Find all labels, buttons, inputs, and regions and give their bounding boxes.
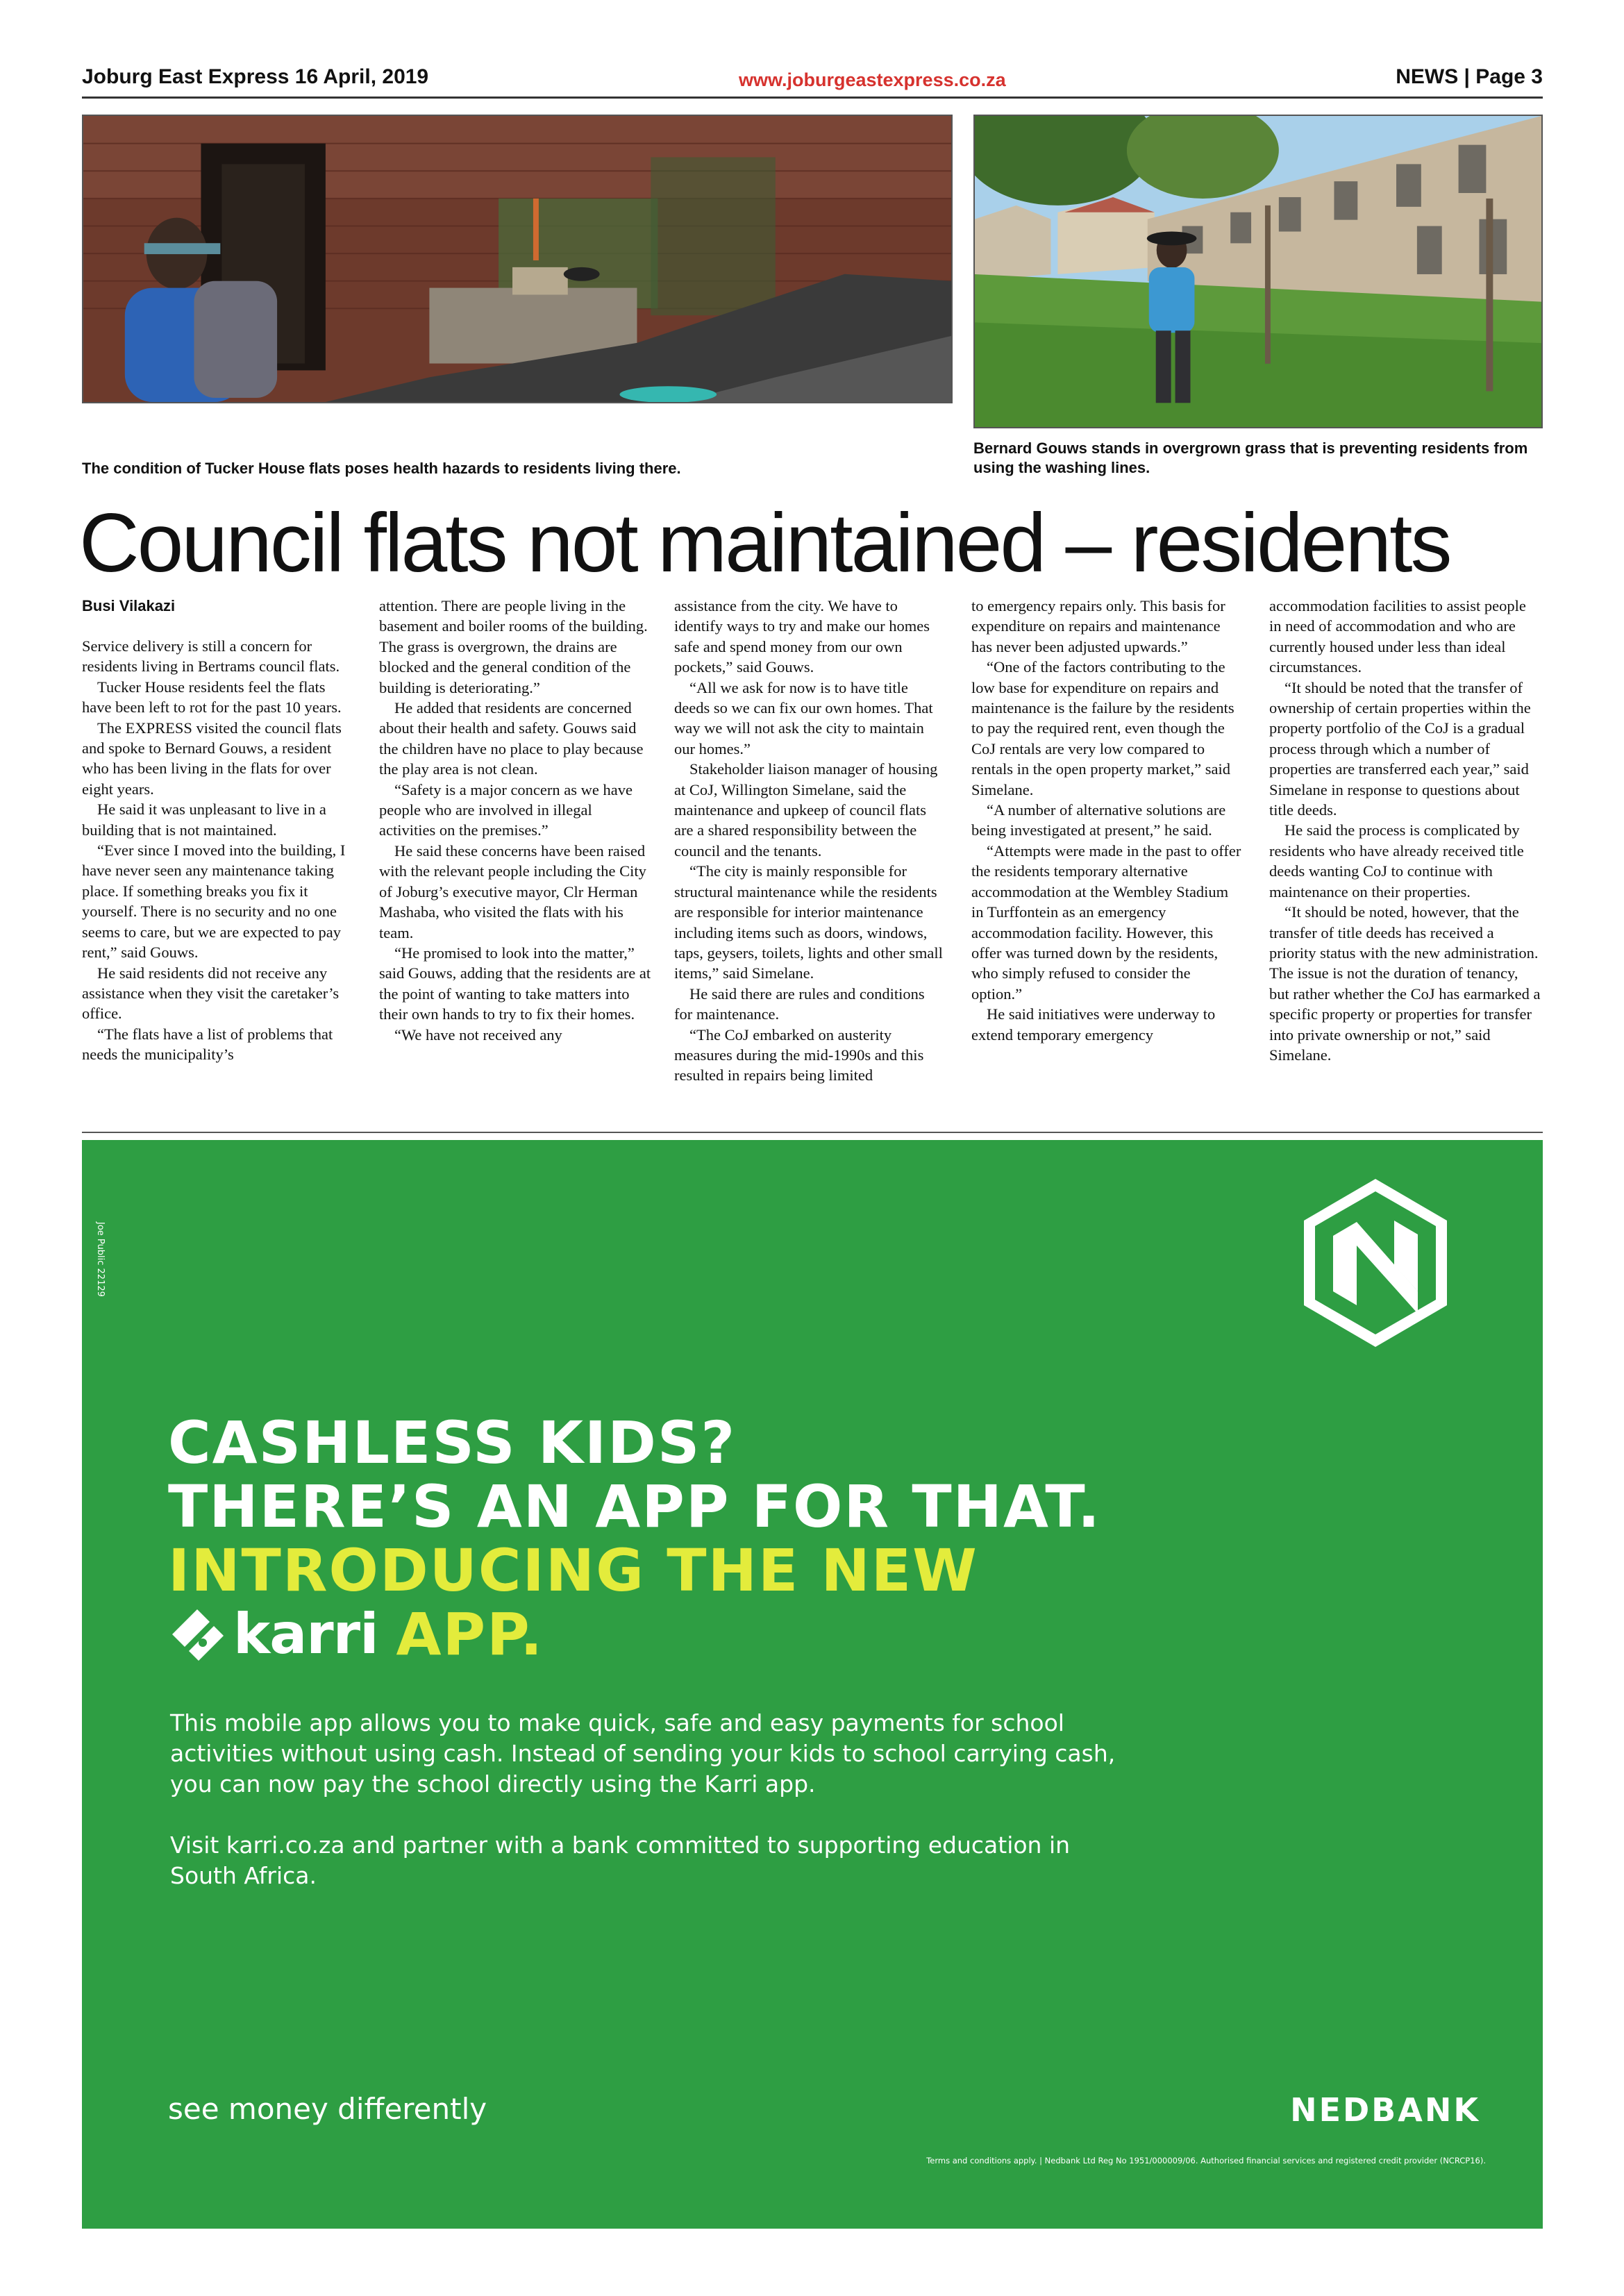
advert-body-paragraph-1: This mobile app allows you to make quick, safe and easy payments for school activities without using cash. Instead of sending your kids to school carrying cash, you can now pay the school directly using the Karri app. (170, 1709, 1116, 1798)
advert-terms: Terms and conditions apply. | Nedbank Ltd Reg No 1951/000009/06. Authorised financial services and registered credit provider (NCRCP16). (926, 2156, 1486, 2165)
headline-line-4-suffix: APP. (396, 1600, 544, 1668)
paragraph: attention. There are people living in the basement and boiler rooms of the building. The grass is overgrown, the drains are blocked and the general condition of the building is deteriorating.” (379, 597, 648, 696)
paragraph: Tucker House residents feel the flats have been left to rot for the past 10 years. (82, 678, 342, 717)
paragraph: He said these concerns have been raised with the relevant people including the City of Joburg’s executive mayor, Clr Herman Mashaba, who visited the flats with his team. (379, 841, 646, 941)
advert-body-paragraph-2: Visit karri.co.za and partner with a bank committed to supporting education in South Africa. (170, 1832, 1071, 1889)
article-column-3 (674, 596, 946, 1123)
photo-bernard-gouws-grass (973, 115, 1543, 428)
karri-logo-icon (168, 1607, 228, 1662)
paragraph: Service delivery is still a concern for residents living in Bertrams council flats. (82, 637, 340, 676)
advert-body (170, 1708, 1142, 1922)
advert-tagline: see money differently (168, 2092, 487, 2126)
paragraph: assistance from the city. We have to identify ways to try and make our homes safe and spend money from our own pockets,” said Gouws. (674, 597, 930, 676)
advert-headline (168, 1411, 1101, 1666)
paragraph: He said initiatives were underway to extend temporary emergency (971, 1005, 1216, 1044)
nedbank-wordmark: NEDBANK (1290, 2091, 1480, 2129)
headline-line-4 (168, 1602, 1101, 1666)
agency-code-text: Joe Public 22129 (95, 1222, 106, 1297)
paragraph: “Attempts were made in the past to offer the residents temporary alternative accommodation at the Wembley Stadium in Turffontein as an emergency accommodation facility. However, this offer was turned down by the residents, who simply refused to consider the option.” (971, 841, 1241, 1003)
paragraph: “Ever since I moved into the building, I have never seen any maintenance taking place. If something breaks you fix it yourself. There is no security and no one seems to care, but we are expected to pay rent,” said Gouws. (82, 841, 346, 962)
paragraph: He said it was unpleasant to live in a building that is not maintained. (82, 801, 326, 839)
article-headline: Council flats not maintained – residents (79, 496, 1450, 589)
headline-line-2: THERE’S AN APP FOR THAT. (168, 1473, 1101, 1541)
karri-logo-wordmark: karri (233, 1602, 378, 1666)
article-column-5 (1269, 596, 1541, 1123)
paragraph: He said residents did not receive any assistance when they visit the caretaker’s office. (82, 964, 340, 1023)
paragraph: He said there are rules and conditions for maintenance. (674, 984, 925, 1023)
paragraph: “The flats have a list of problems that needs the municipality’s (82, 1025, 333, 1064)
paragraph: “All we ask for now is to have title deeds so we can fix our own homes. That way we will not ask the city to maintain our homes.” (674, 678, 933, 757)
photo-tucker-house-alley (82, 115, 953, 403)
headline-line-3: INTRODUCING THE NEW (168, 1536, 978, 1604)
headline-line-1: CASHLESS KIDS? (168, 1409, 737, 1477)
section-page-label: NEWS | Page 3 (1396, 65, 1543, 88)
paragraph: “We have not received any (394, 1025, 562, 1044)
publication-date: Joburg East Express 16 April, 2019 (82, 65, 429, 88)
paragraph: “The CoJ embarked on austerity measures during the mid-1990s and this resulted in repairs being limited (674, 1025, 924, 1084)
nedbank-logo-icon (1301, 1176, 1450, 1350)
nedbank-karri-advert (82, 1140, 1543, 2229)
paragraph: Stakeholder liaison manager of housing at CoJ, Willington Simelane, said the maintenance and upkeep of council flats are a shared responsibility between the council and the tenants. (674, 760, 938, 860)
article-column-4 (971, 596, 1244, 1123)
paragraph: “It should be noted, however, that the transfer of title deeds has received a priority status with the new administration. The issue is not the duration of tenancy, but rather whether the CoJ has earmarked a specific property or properties for transfer into private ownership or not,” said Simelane. (1269, 903, 1541, 1064)
article-column-1 (82, 596, 354, 1123)
paragraph: accommodation facilities to assist people in need of accommodation and who are currently housed under less than ideal circumstances. (1269, 597, 1526, 676)
paragraph: to emergency repairs only. This basis for expenditure on repairs and maintenance has never been adjusted upwards.” (971, 597, 1225, 655)
byline: Busi Vilakazi (82, 597, 176, 614)
masthead (82, 62, 1543, 99)
alley-photo-illustration (83, 116, 951, 402)
article-bottom-rule (82, 1132, 1543, 1133)
paragraph: “It should be noted that the transfer of ownership of certain properties within the property portfolio of the CoJ is a gradual process through which a number of properties are transferred each year,” said Simelane in response to questions about title deeds. (1269, 678, 1531, 819)
agency-code (92, 1222, 108, 1319)
paragraph: “A number of alternative solutions are being investigated at present,” he said. (971, 801, 1226, 839)
article-body (82, 596, 1543, 1123)
photo-caption-2: Bernard Gouws stands in overgrown grass that is preventing residents from using the washing lines. (973, 439, 1528, 476)
paragraph: “He promised to look into the matter,” said Gouws, adding that the residents are at the point of wanting to take matters into their own hands to try to fix their homes. (379, 944, 651, 1023)
paragraph: “One of the factors contributing to the low base for expenditure on repairs and maintenance is the failure by the residents to pay the required rent, even though the CoJ rentals are very low compared to rentals in the open property market,” said Simelane. (971, 658, 1234, 798)
website-link[interactable]: www.joburgeastexpress.co.za (739, 69, 1006, 90)
paragraph: He said the process is complicated by residents who have already received title deeds wanting CoJ to continue with maintenance on their properties. (1269, 821, 1524, 900)
photo-caption-1: The condition of Tucker House flats poses health hazards to residents living there. (82, 460, 681, 477)
paragraph: He added that residents are concerned about their health and safety. Gouws said the children have no place to play because the play area is not clean. (379, 699, 644, 778)
paragraph: “Safety is a major concern as we have people who are involved in illegal activities on the premises.” (379, 780, 633, 839)
paragraph: The EXPRESS visited the council flats and spoke to Bernard Gouws, a resident who has been living in the flats for over eight years. (82, 719, 342, 798)
paragraph: “The city is mainly responsible for structural maintenance while the residents are responsible for interior maintenance including items such as doors, windows, taps, geysers, toilets, lights and other small items,” said Simelane. (674, 862, 943, 982)
article-column-2 (379, 596, 651, 1123)
grass-photo-illustration (975, 116, 1541, 427)
